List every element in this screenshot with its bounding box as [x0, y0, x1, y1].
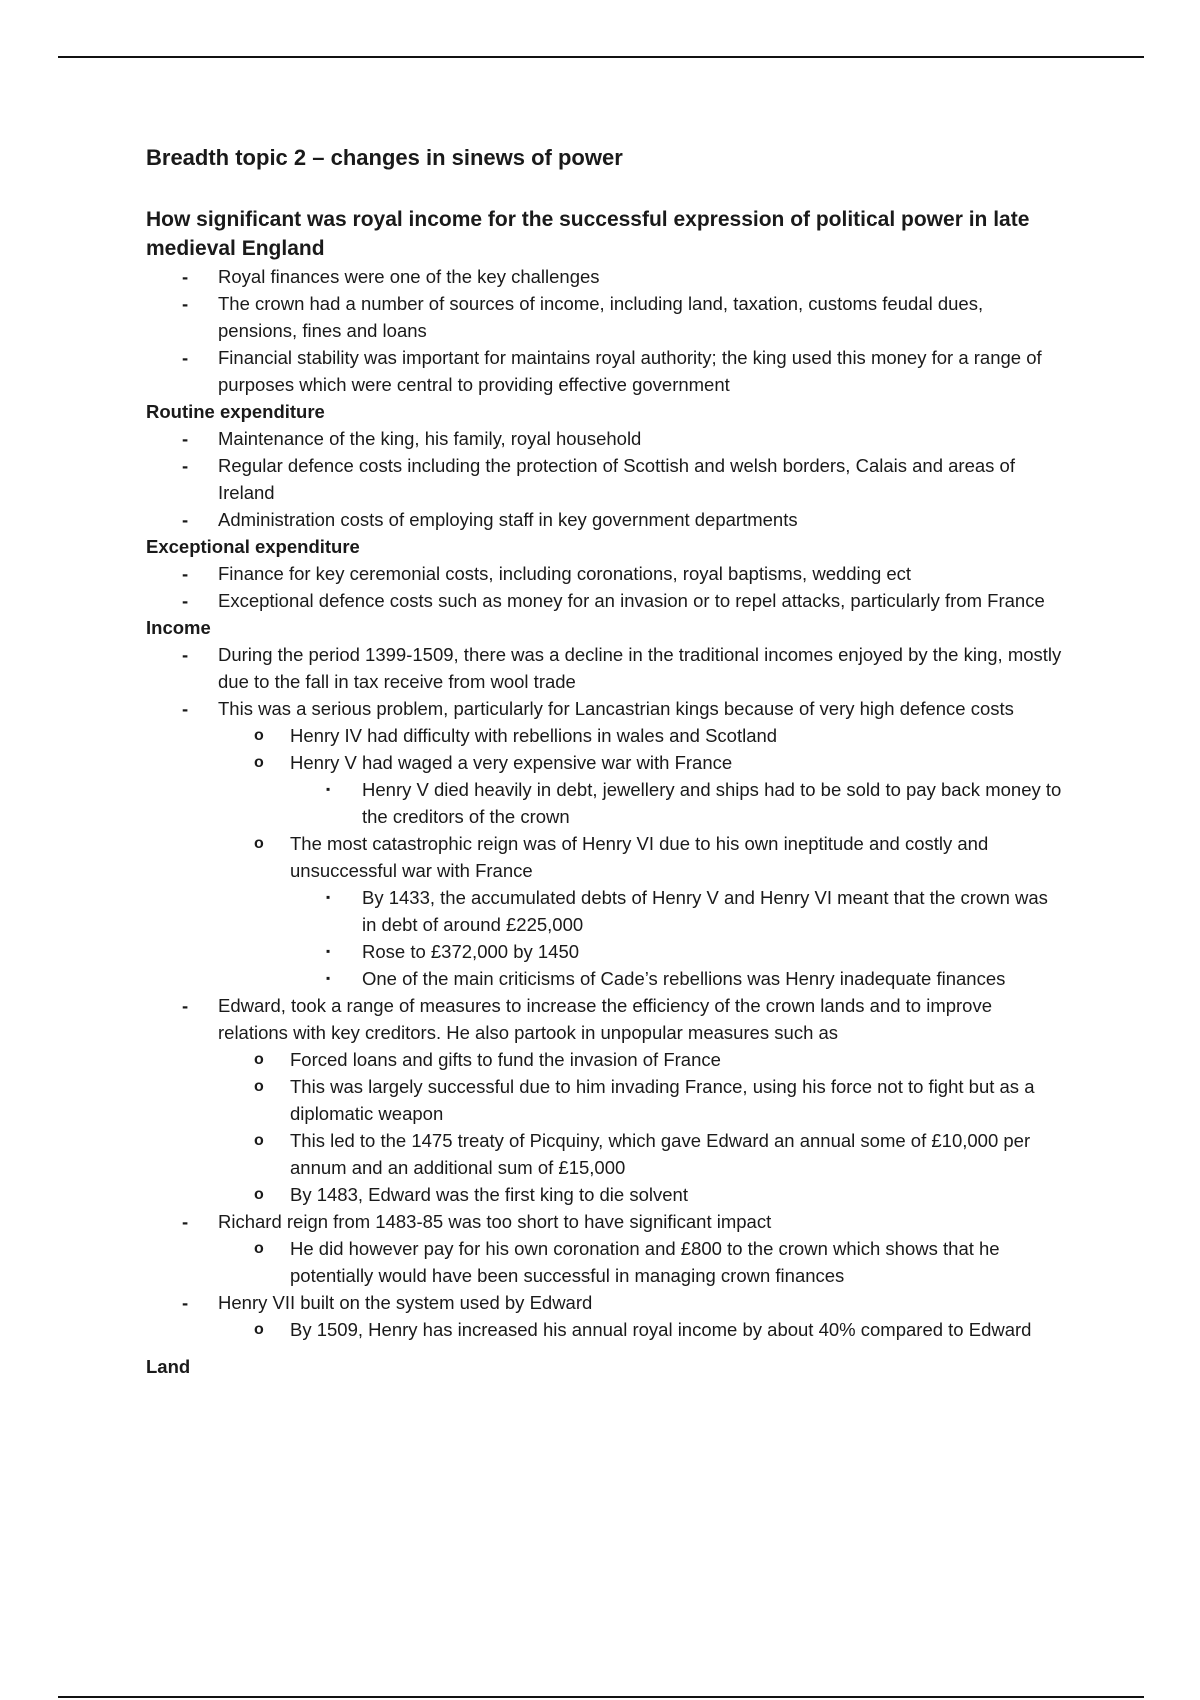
- list-item: o The most catastrophic reign was of Henry VI due to his own ineptitude and costly and unsuccessful war with France: [146, 830, 1066, 884]
- dash-bullet: -: [182, 995, 189, 1016]
- list-item: - Administration costs of employing staff in key government departments: [146, 506, 1066, 533]
- circle-bullet: o: [254, 1321, 264, 1338]
- dash-bullet: -: [182, 1292, 189, 1313]
- list-item: o This was largely successful due to him invading France, using his force not to fight but as a diplomatic weapon: [146, 1073, 1066, 1127]
- dash-bullet: -: [182, 590, 189, 611]
- square-bullet: ▪: [326, 944, 331, 958]
- top-rule: [58, 56, 1144, 58]
- circle-bullet: o: [254, 727, 264, 744]
- dash-bullet: -: [182, 428, 189, 449]
- bottom-rule: [58, 1696, 1144, 1698]
- square-bullet: ▪: [326, 782, 331, 796]
- dash-bullet: -: [182, 293, 189, 314]
- document-content: [146, 143, 1066, 1380]
- list-item: - Maintenance of the king, his family, royal household: [146, 425, 1066, 452]
- land-heading: Land: [146, 1356, 191, 1377]
- list-item: - Financial stability was important for maintains royal authority; the king used this money for a range of purposes which were central to providing effective government: [146, 344, 1066, 398]
- list-item: - Richard reign from 1483-85 was too short to have significant impact: [146, 1208, 1066, 1235]
- list-item: ▪ Rose to £372,000 by 1450: [146, 938, 1066, 965]
- dash-bullet: -: [182, 563, 189, 584]
- dash-bullet: -: [182, 455, 189, 476]
- income-heading: Income: [146, 617, 211, 638]
- list-item: o Henry IV had difficulty with rebellions in wales and Scotland: [146, 722, 1066, 749]
- income-list: [146, 641, 1066, 1343]
- routine-heading: Routine expenditure: [146, 401, 325, 422]
- list-item: o Henry V had waged a very expensive war with France: [146, 749, 1066, 776]
- circle-bullet: o: [254, 754, 264, 771]
- list-item: - Edward, took a range of measures to increase the efficiency of the crown lands and to improve relations with key creditors. He also partook in unpopular measures such as: [146, 992, 1066, 1046]
- dash-bullet: -: [182, 698, 189, 719]
- square-bullet: ▪: [326, 971, 331, 985]
- question-heading: How significant was royal income for the successful expression of political power in late medieval England: [146, 208, 1030, 260]
- exceptional-heading: Exceptional expenditure: [146, 536, 360, 557]
- exceptional-list: [146, 560, 1066, 614]
- list-item: - The crown had a number of sources of income, including land, taxation, customs feudal dues, pensions, fines and loans: [146, 290, 1066, 344]
- square-bullet: ▪: [326, 890, 331, 904]
- circle-bullet: o: [254, 1186, 264, 1203]
- circle-bullet: o: [254, 1078, 264, 1095]
- list-item: ▪ By 1433, the accumulated debts of Henry V and Henry VI meant that the crown was in debt of around £225,000: [146, 884, 1066, 938]
- list-item: o Forced loans and gifts to fund the invasion of France: [146, 1046, 1066, 1073]
- list-item: o This led to the 1475 treaty of Picquiny, which gave Edward an annual some of £10,000 per annum and an additional sum of £15,000: [146, 1127, 1066, 1181]
- dash-bullet: -: [182, 644, 189, 665]
- dash-bullet: -: [182, 509, 189, 530]
- list-item: - Royal finances were one of the key challenges: [146, 263, 1066, 290]
- list-item: o He did however pay for his own coronation and £800 to the crown which shows that he potentially would have been successful in managing crown finances: [146, 1235, 1066, 1289]
- list-item: o By 1509, Henry has increased his annual royal income by about 40% compared to Edward: [146, 1316, 1066, 1343]
- dash-bullet: -: [182, 1211, 189, 1232]
- list-item: - Regular defence costs including the protection of Scottish and welsh borders, Calais and areas of Ireland: [146, 452, 1066, 506]
- spacer: [146, 1343, 1066, 1353]
- list-item: ▪ One of the main criticisms of Cade’s rebellions was Henry inadequate finances: [146, 965, 1066, 992]
- page-title: Breadth topic 2 – changes in sinews of power: [146, 145, 623, 170]
- circle-bullet: o: [254, 1240, 264, 1257]
- dash-bullet: -: [182, 347, 189, 368]
- intro-list: [146, 263, 1066, 398]
- list-item: - During the period 1399-1509, there was a decline in the traditional incomes enjoyed by the king, mostly due to the fall in tax receive from wool trade: [146, 641, 1066, 695]
- circle-bullet: o: [254, 835, 264, 852]
- list-item: - Exceptional defence costs such as money for an invasion or to repel attacks, particularly from France: [146, 587, 1066, 614]
- list-item: - Finance for key ceremonial costs, including coronations, royal baptisms, wedding ect: [146, 560, 1066, 587]
- list-item: - Henry VII built on the system used by Edward: [146, 1289, 1066, 1316]
- list-item: - This was a serious problem, particularly for Lancastrian kings because of very high defence costs: [146, 695, 1066, 722]
- circle-bullet: o: [254, 1132, 264, 1149]
- routine-list: [146, 425, 1066, 533]
- list-item: ▪ Henry V died heavily in debt, jewellery and ships had to be sold to pay back money to the creditors of the crown: [146, 776, 1066, 830]
- dash-bullet: -: [182, 266, 189, 287]
- list-item: o By 1483, Edward was the first king to die solvent: [146, 1181, 1066, 1208]
- circle-bullet: o: [254, 1051, 264, 1068]
